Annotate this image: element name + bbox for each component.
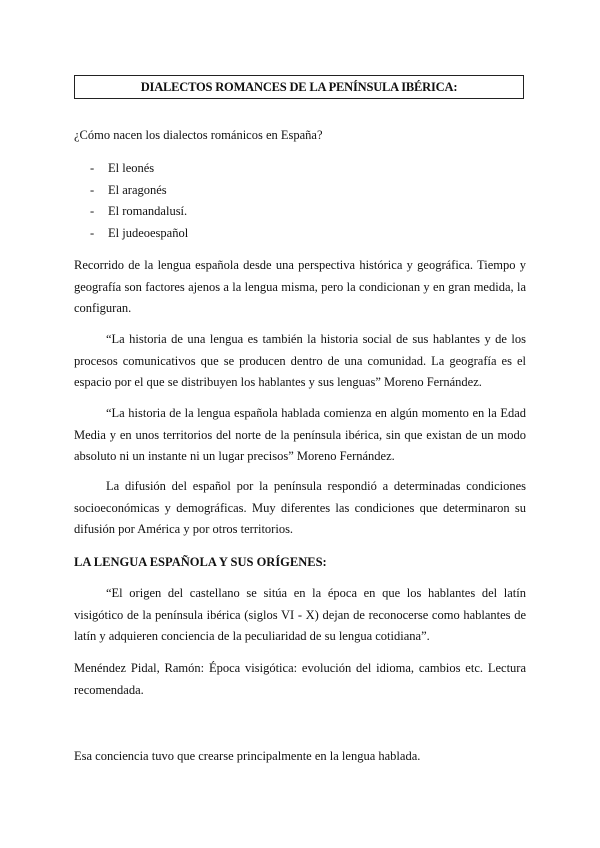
list-item bbox=[74, 201, 188, 223]
paragraph-difusion: La difusión del español por la península respondió a determinadas condiciones socioeconómicas y demográficas. Muy diferentes las condiciones que determinaron su difusión por América y por otros territorios. bbox=[74, 479, 526, 536]
list-item bbox=[74, 158, 188, 180]
list-bullet: - bbox=[90, 182, 95, 197]
paragraph-intro: Recorrido de la lengua española desde una perspectiva histórica y geográfica. Tiempo y geografía son factores ajenos a la lengua misma, pero la condicionan y en gran medida, la configuran. bbox=[74, 258, 526, 315]
dialect-list bbox=[74, 158, 188, 244]
list-item-text: El romandalusí. bbox=[108, 204, 188, 218]
list-bullet: - bbox=[90, 161, 95, 175]
intro-question: ¿Cómo nacen los dialectos románicos en España? bbox=[74, 128, 323, 142]
closing-text: Esa conciencia tuvo que crearse principalmente en la lengua hablada. bbox=[74, 749, 421, 763]
reference-text: Menéndez Pidal, Ramón: Época visigótica: evolución del idioma, cambios etc. Lectura recomendada. bbox=[74, 661, 526, 697]
list-item bbox=[74, 180, 188, 202]
quote-origen: “El origen del castellano se sitúa en la época en que los hablantes del latín visigótico de la península ibérica (siglos VI - X) dejan de reconocerse como hablantes de latín y adquieren conciencia de la peculiaridad de su lengua cotidiana”. bbox=[74, 586, 526, 643]
list-bullet: - bbox=[90, 204, 95, 218]
quote-moreno-2: “La historia de la lengua española hablada comienza en algún momento en la Edad Media y en unos territorios del norte de la península ibérica, sin que existan de un modo absoluto ni un instante ni un lugar precisos” Moreno Fernández. bbox=[74, 406, 526, 463]
list-item-text: El judeoespañol bbox=[108, 225, 189, 240]
list-bullet: - bbox=[90, 225, 95, 240]
list-item bbox=[74, 223, 188, 245]
section-heading: LA LENGUA ESPAÑOLA Y SUS ORÍGENES: bbox=[74, 555, 327, 569]
list-item-text: El leonés bbox=[108, 161, 155, 175]
list-item-text: El aragonés bbox=[108, 182, 167, 197]
quote-moreno-1: “La historia de una lengua es también la historia social de sus hablantes y de los procesos comunicativos que se producen dentro de una comunidad. La geografía es el espacio por el que se distribuyen los hablantes y sus lenguas” Moreno Fernández. bbox=[74, 332, 526, 389]
document-title: DIALECTOS ROMANCES DE LA PENÍNSULA IBÉRICA: bbox=[74, 75, 524, 99]
